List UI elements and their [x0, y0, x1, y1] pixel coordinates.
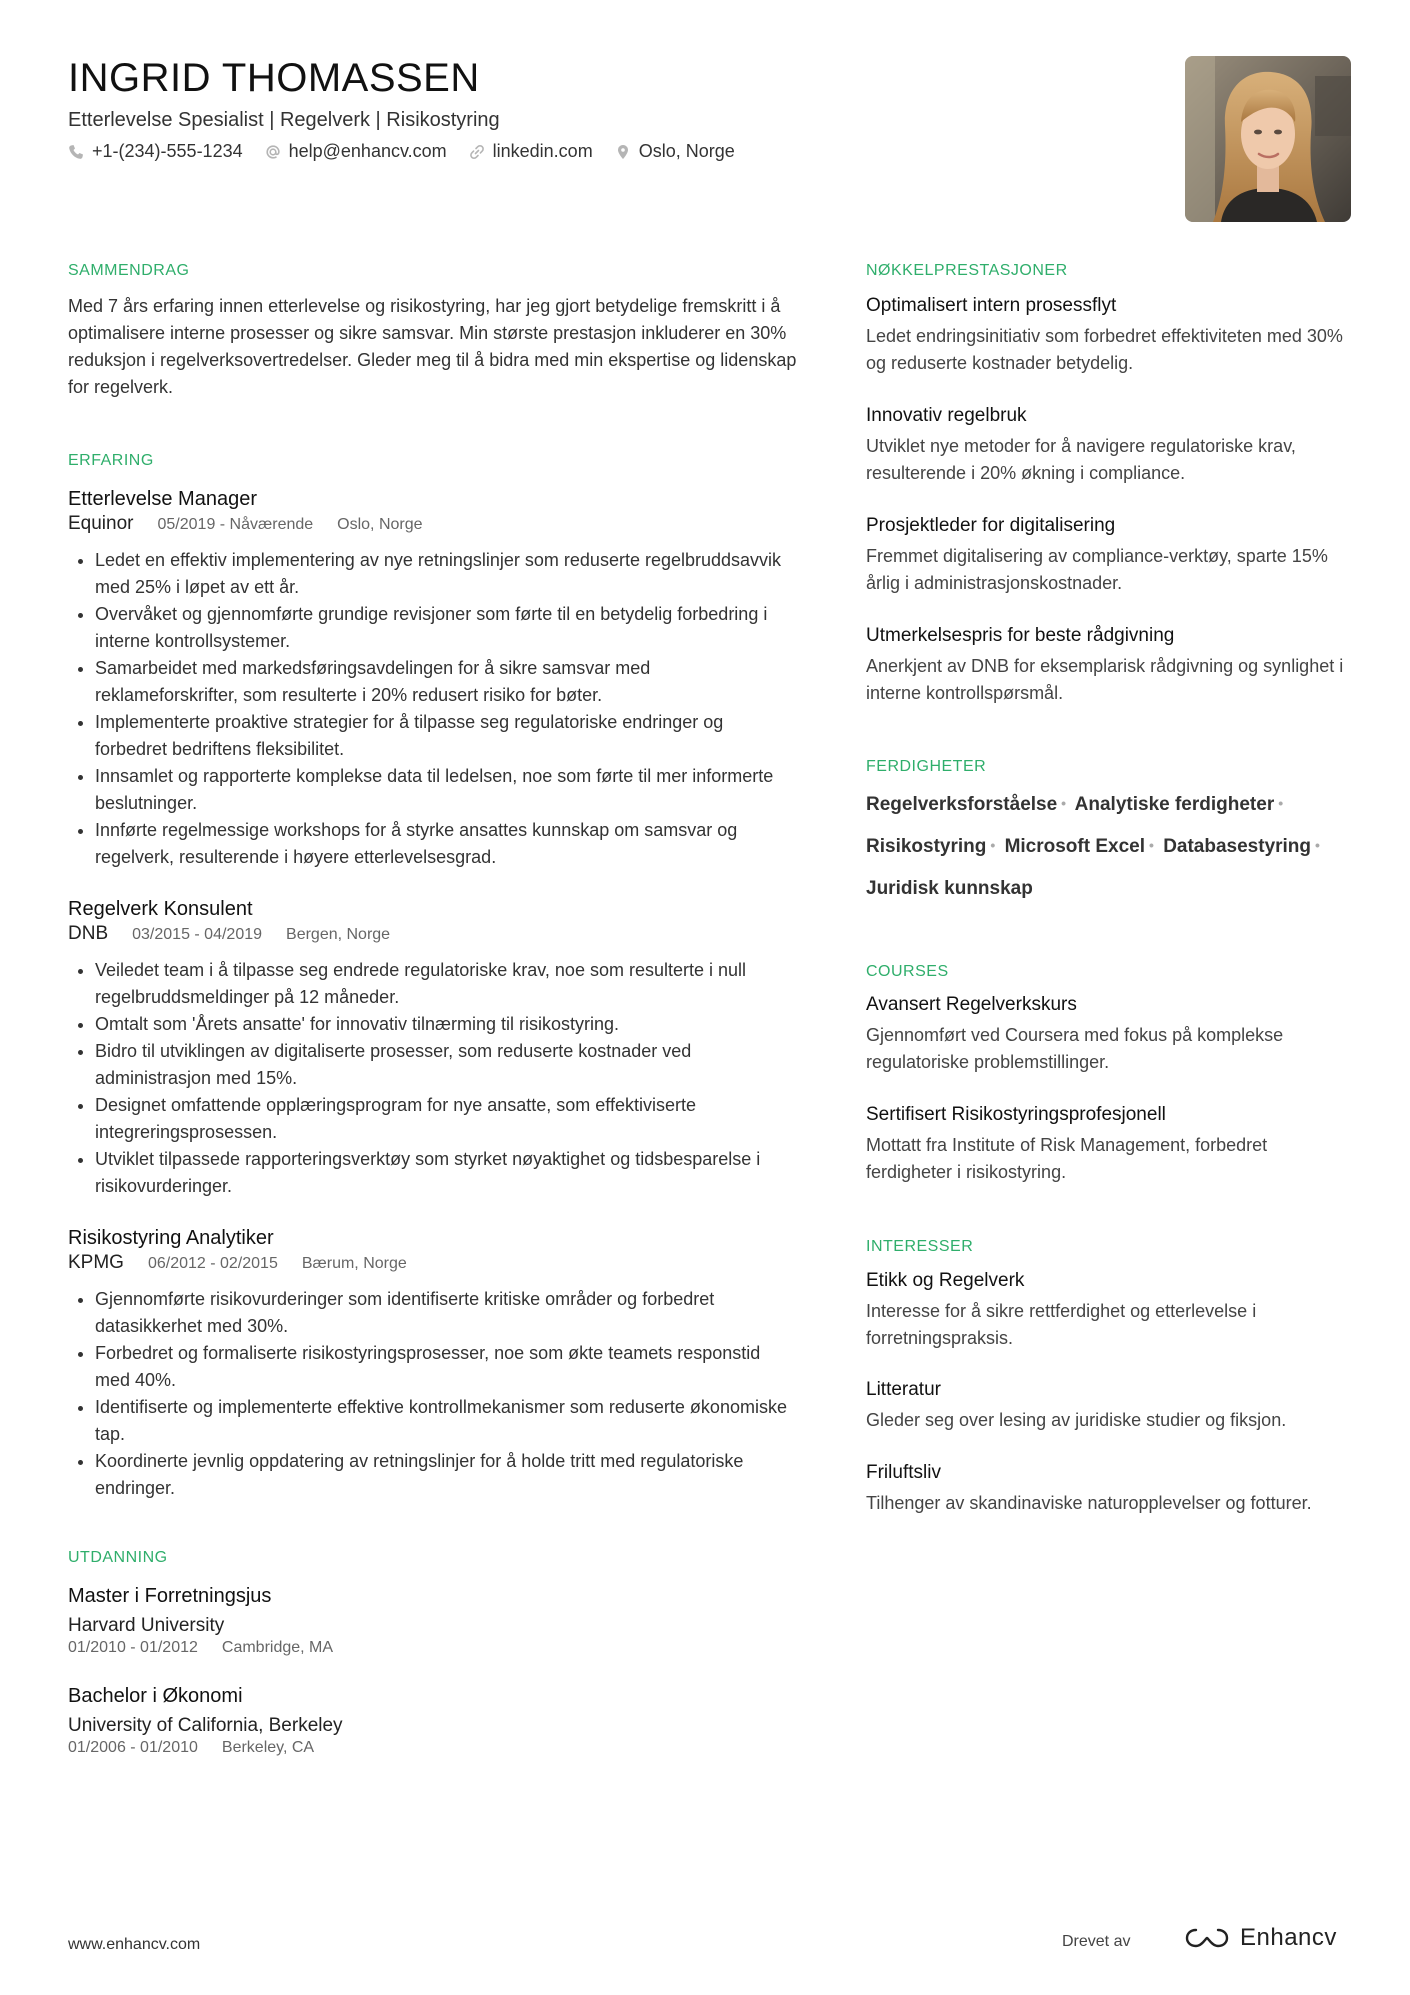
job-bullet: • Forbedret og formaliserte risikostyringsprosesser, noe som økte teamets responstid med 40%. — [95, 1340, 798, 1394]
interest-title: Friluftsliv — [866, 1462, 941, 1483]
at-icon — [265, 144, 281, 160]
education-degree: Master i Forretningsjus — [68, 1585, 272, 1607]
achievement-desc: Ledet endringsinitiativ som forbedret effektiviteten med 30% og reduserte kostnader betydelig. — [866, 326, 1343, 373]
email-text: help@enhancv.com — [288, 141, 447, 161]
job-dates: 06/2012 - 02/2015 — [147, 1255, 278, 1272]
job-bullet: • Innsamlet og rapporterte komplekse data til ledelsen, noe som førte til mer informerte beslutninger. — [95, 763, 798, 817]
achievement-item — [866, 403, 1356, 487]
linkedin-text: linkedin.com — [492, 141, 593, 161]
interest-desc: Tilhenger av skandinaviske naturopplevelser og fotturer. — [866, 1493, 1312, 1513]
achievement-item — [866, 293, 1356, 377]
education-location: Cambridge, MA — [221, 1639, 334, 1656]
education-degree: Bachelor i Økonomi — [68, 1685, 243, 1707]
job-bullet: • Veiledet team i å tilpasse seg endrede regulatoriske krav, noe som resulterte i null regelbruddsmeldinger på 12 måneder. — [95, 957, 798, 1011]
separator-dot: • — [990, 837, 996, 853]
job-bullet: • Designet omfattende opplæringsprogram for nye ansatte, som effektiviserte integreringsprosessen. — [95, 1092, 798, 1146]
link-icon — [469, 144, 485, 160]
job-location: Bergen, Norge — [286, 926, 391, 943]
contact-location — [615, 141, 735, 162]
section-title-interests: INTERESSER — [866, 1238, 974, 1255]
job-title: Regelverk Konsulent — [68, 898, 253, 920]
separator-dot: • — [1061, 795, 1067, 811]
job-company: Equinor — [68, 513, 134, 534]
contact-phone[interactable] — [68, 141, 243, 162]
contact-linkedin[interactable] — [469, 141, 593, 162]
separator-dot: • — [1149, 837, 1154, 853]
profile-photo — [1185, 56, 1351, 222]
interest-desc: Gleder seg over lesing av juridiske studier og fiksjon. — [866, 1410, 1287, 1430]
footer-powered-by: Drevet av — [1062, 1933, 1131, 1950]
course-item — [866, 992, 1356, 1076]
achievement-title: Prosjektleder for digitalisering — [866, 515, 1116, 536]
job-bullet: • Utviklet tilpassede rapporteringsverktøy som styrket nøyaktighet og tidsbesparelse i risikovurderinger. — [95, 1146, 798, 1200]
job-title: Risikostyring Analytiker — [68, 1227, 274, 1249]
footer-url[interactable]: www.enhancv.com — [68, 1936, 201, 1953]
education-meta — [68, 1638, 768, 1658]
education-school: University of California, Berkeley — [68, 1715, 343, 1736]
job-bullet: • Samarbeidet med markedsføringsavdelingen for å sikre samsvar med reklameforskrifter, som resulterte i 20% redusert risiko for bøter. — [95, 655, 798, 709]
skill-tag: Risikostyring — [866, 836, 987, 857]
course-title: Sertifisert Risikostyringsprofesjonell — [866, 1104, 1166, 1125]
job-company: KPMG — [68, 1252, 124, 1273]
enhancv-logo-icon — [1184, 1926, 1230, 1950]
candidate-name: INGRID THOMASSEN — [68, 56, 480, 100]
job-bullet: • Bidro til utviklingen av digitaliserte prosesser, som reduserte kostnader ved administrasjon med 15%. — [95, 1038, 798, 1092]
job-location: Bærum, Norge — [301, 1255, 407, 1272]
section-title-achievements: NØKKELPRESTASJONER — [866, 262, 1068, 279]
education-location: Berkeley, CA — [221, 1739, 315, 1756]
enhancv-logo[interactable] — [1184, 1924, 1337, 1952]
interest-item — [866, 1377, 1356, 1434]
section-title-education: UTDANNING — [68, 1549, 168, 1566]
job-entry — [68, 486, 798, 871]
phone-text: +1-(234)-555-1234 — [92, 141, 243, 161]
interest-item — [866, 1268, 1356, 1352]
achievement-desc: Fremmet digitalisering av compliance-verktøy, sparte 15% årlig i administrasjonskostnader. — [866, 546, 1328, 593]
education-dates: 01/2010 - 01/2012 — [68, 1639, 198, 1656]
job-bullet: • Ledet en effektiv implementering av nye retningslinjer som reduserte regelbruddsavvik med 25% i løpet av ett år. — [95, 547, 798, 601]
education-entry — [68, 1682, 768, 1758]
skill-tag: Microsoft Excel — [1004, 836, 1145, 857]
job-bullets — [68, 1286, 798, 1502]
achievement-title: Utmerkelsespris for beste rådgivning — [866, 625, 1175, 646]
education-entry — [68, 1582, 768, 1658]
job-meta — [68, 1251, 798, 1276]
job-meta — [68, 922, 798, 947]
section-title-skills: FERDIGHETER — [866, 758, 987, 775]
separator-dot: • — [1278, 795, 1284, 811]
skills-list — [866, 784, 1356, 909]
job-bullets — [68, 547, 798, 871]
section-title-courses: COURSES — [866, 963, 949, 980]
job-title: Etterlevelse Manager — [68, 488, 257, 510]
job-dates: 05/2019 - Nåværende — [157, 516, 314, 533]
skill-tag: Juridisk kunnskap — [866, 878, 1033, 899]
education-meta — [68, 1738, 768, 1758]
job-dates: 03/2015 - 04/2019 — [132, 926, 263, 943]
job-location: Oslo, Norge — [337, 516, 423, 533]
section-title-experience: ERFARING — [68, 452, 154, 469]
job-bullet: • Implementerte proaktive strategier for å tilpasse seg regulatoriske endringer og forbedret bedriftens fleksibilitet. — [95, 709, 798, 763]
course-title: Avansert Regelverkskurs — [866, 994, 1077, 1015]
interest-title: Etikk og Regelverk — [866, 1270, 1025, 1291]
phone-icon — [68, 144, 84, 160]
contact-email[interactable] — [265, 141, 447, 162]
skill-tag: Databasestyring — [1163, 836, 1312, 857]
contact-row — [68, 141, 735, 162]
skill-tag: Analytiske ferdigheter — [1074, 794, 1275, 815]
interest-item — [866, 1460, 1356, 1517]
education-dates: 01/2006 - 01/2010 — [68, 1739, 198, 1756]
achievement-title: Innovativ regelbruk — [866, 405, 1027, 426]
job-bullet: • Koordinerte jevnlig oppdatering av retningslinjer for å holde tritt med regulatoriske endringer. — [95, 1448, 798, 1502]
achievement-item — [866, 513, 1356, 597]
interest-desc: Interesse for å sikre rettferdighet og etterlevelse i forretningspraksis. — [866, 1301, 1257, 1348]
achievement-desc: Anerkjent av DNB for eksemplarisk rådgivning og synlighet i interne kontrollspørsmål. — [866, 656, 1344, 703]
achievement-desc: Utviklet nye metoder for å navigere regulatoriske krav, resulterende i 20% økning i compliance. — [866, 436, 1296, 483]
summary-text: Med 7 års erfaring innen etterlevelse og risikostyring, har jeg gjort betydelige fremskritt i å optimalisere interne prosesser og sikre samsvar. Min største prestasjon inkluderer en 30% reduksjon i regelverksovertredelser. Gleder meg til å bidra med min ekspertise og lidenskap for regelverk. — [68, 296, 797, 397]
skill-tag: Regelverksforståelse — [866, 794, 1058, 815]
job-entry — [68, 896, 798, 1200]
location-pin-icon — [615, 144, 631, 160]
course-item — [866, 1102, 1356, 1186]
job-bullets — [68, 957, 798, 1200]
education-school: Harvard University — [68, 1615, 225, 1636]
job-bullet: • Identifiserte og implementerte effektive kontrollmekanismer som reduserte økonomiske tap. — [95, 1394, 798, 1448]
section-title-summary: SAMMENDRAG — [68, 262, 190, 279]
job-entry — [68, 1225, 798, 1502]
job-bullet: • Gjennomførte risikovurderinger som identifiserte kritiske områder og forbedret datasikkerhet med 30%. — [95, 1286, 798, 1340]
interest-title: Litteratur — [866, 1379, 941, 1400]
course-desc: Mottatt fra Institute of Risk Management, forbedret ferdigheter i risikostyring. — [866, 1135, 1268, 1182]
course-desc: Gjennomført ved Coursera med fokus på komplekse regulatoriske problemstillinger. — [866, 1025, 1284, 1072]
location-text: Oslo, Norge — [638, 141, 735, 161]
candidate-subtitle: Etterlevelse Spesialist | Regelverk | Risikostyring — [68, 109, 500, 131]
achievement-item — [866, 623, 1356, 707]
job-bullet: • Overvåket og gjennomførte grundige revisjoner som førte til en betydelig forbedring i interne kontrollsystemer. — [95, 601, 798, 655]
job-meta — [68, 512, 798, 537]
job-bullet: • Innførte regelmessige workshops for å styrke ansattes kunnskap om samsvar og regelverk, resulterende i høyere etterlevelsesgrad. — [95, 817, 798, 871]
job-bullet: • Omtalt som 'Årets ansatte' for innovativ tilnærming til risikostyring. — [95, 1011, 798, 1038]
footer-brand: Enhancv — [1240, 1924, 1337, 1951]
separator-dot: • — [1315, 837, 1320, 853]
achievement-title: Optimalisert intern prosessflyt — [866, 295, 1117, 316]
job-company: DNB — [68, 923, 109, 944]
